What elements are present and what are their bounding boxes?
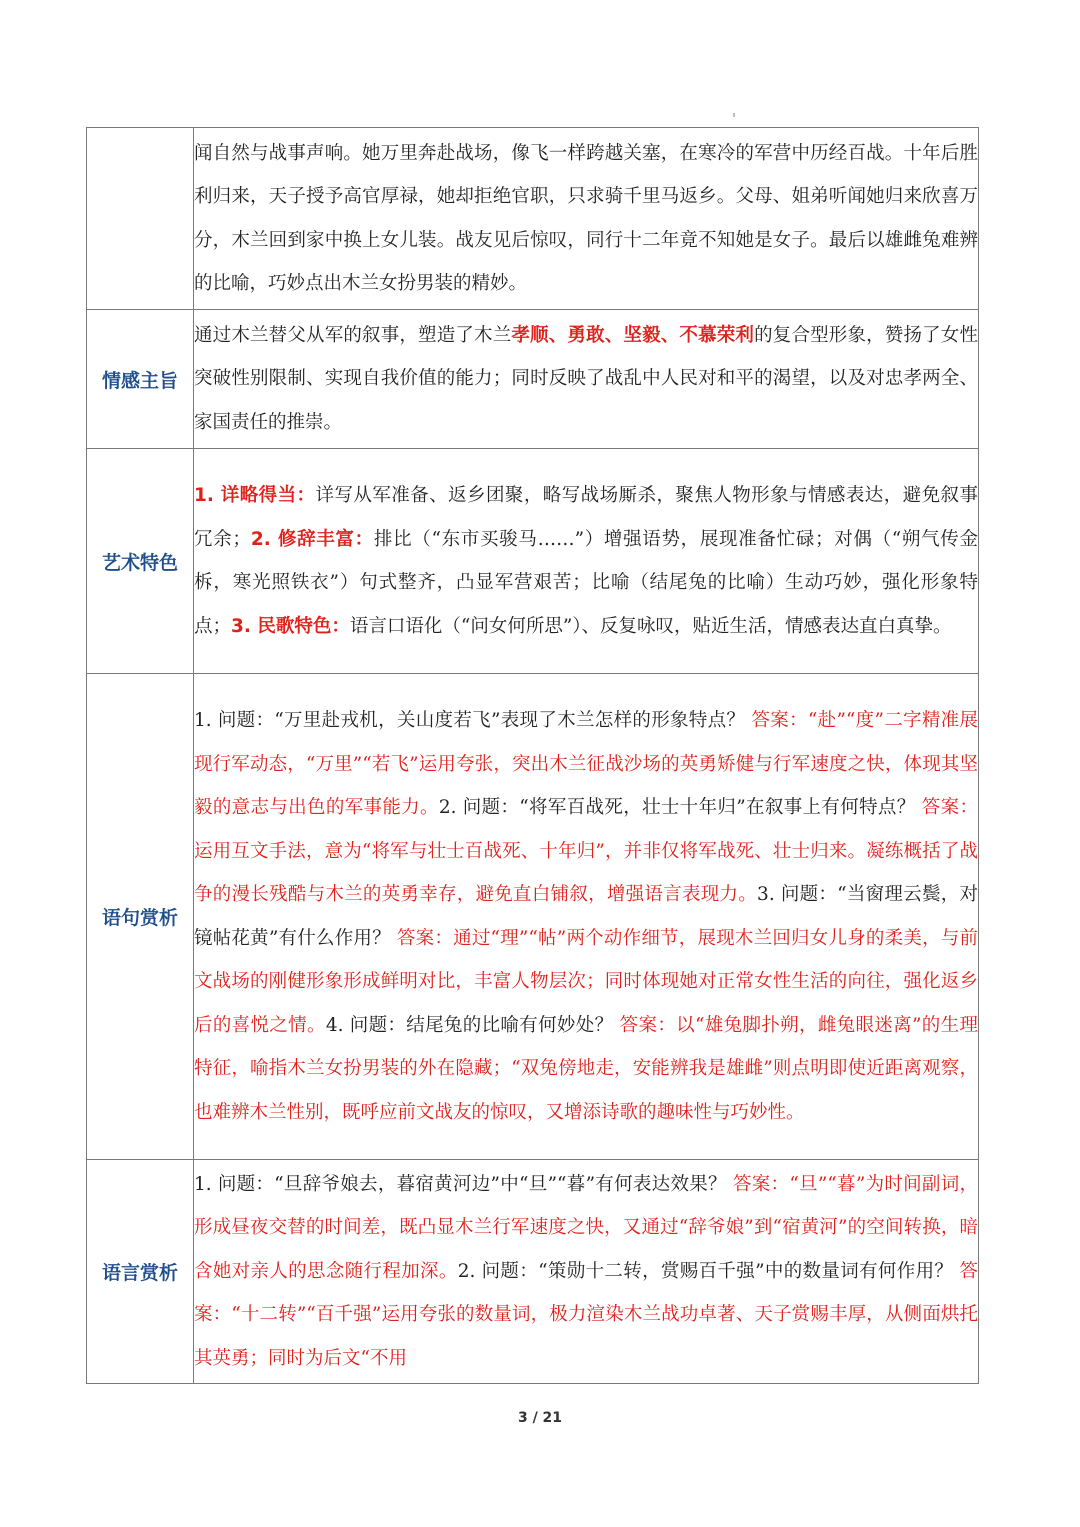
table-row <box>87 310 979 449</box>
row-label-art-features: 艺术特色 <box>87 449 194 674</box>
feature-text-2: 排比（“东市买骏马……”）增强语势，展现准备忙碌；对偶（“朔气传金柝，寒光照铁衣”）句式整齐，凸显军营艰苦；比喻（结尾兔的比喻）生动巧妙，强化形象特点； <box>194 528 978 637</box>
row-content <box>194 310 979 449</box>
row-label <box>87 128 194 310</box>
table-row <box>87 128 979 310</box>
page-mark <box>733 113 735 117</box>
table-row <box>87 1160 979 1384</box>
row-content <box>194 128 979 310</box>
answer-4: 答案：以“雄兔脚扑朔，雌兔眼迷离”的生理特征，喻指木兰女扮男装的外在隐藏；“双兔傍地走，安能辨我是雄雌”则点明即使近距离观察，也难辨木兰性别，既呼应前文战友的惊叹，又增添诗歌的趣味性与巧妙性。 <box>194 1014 978 1123</box>
row-content <box>194 674 979 1160</box>
row-label-emotion-theme: 情感主旨 <box>87 310 194 449</box>
feature-heading-1: 1. 详略得当： <box>194 485 316 506</box>
feature-text-1: 详写从军准备、返乡团聚，略写战场厮杀，聚焦人物形象与情感表达，避免叙事冗余； <box>194 485 978 550</box>
answer-2: 答案：“十二转”“百千强”运用夸张的数量词，极力渲染木兰战功卓著、天子赏赐丰厚，从侧面烘托其英勇；同时为后文“不用 <box>194 1260 978 1369</box>
theme-text-pre: 通过木兰替父从军的叙事，塑造了木兰 <box>194 324 512 346</box>
row-content <box>194 449 979 674</box>
feature-text-3: 语言口语化（“问女何所思”）、反复咏叹，贴近生活，情感表达直白真挚。 <box>349 615 952 637</box>
theme-highlight: 孝顺、勇敢、坚毅、不慕荣利 <box>511 324 755 346</box>
page-number: 3 / 21 <box>517 1410 563 1426</box>
question-2: 2. 问题：“策勋十二转，赏赐百千强”中的数量词有何作用？ <box>457 1260 960 1282</box>
answer-3: 答案：通过“理”“帖”两个动作细节，展现木兰回归女儿身的柔美，与前文战场的刚健形象形成鲜明对比，丰富人物层次；同时体现她对正常女性生活的向往，强化返乡后的喜悦之情。 <box>194 927 979 1036</box>
answer-1: 答案：“旦”“暮”为时间副词，形成昼夜交替的时间差，既凸显木兰行军速度之快，又通过“辞爷娘”到“宿黄河”的空间转换，暗含她对亲人的思念随行程加深。 <box>194 1173 978 1282</box>
question-2: 2. 问题：“将军百战死，壮士十年归”在叙事上有何特点？ <box>438 797 922 818</box>
analysis-table <box>86 127 979 1384</box>
question-1: 1. 问题：“万里赴戎机，关山度若飞”表现了木兰怎样的形象特点？ <box>194 710 752 731</box>
theme-text-post: 的复合型形象，赞扬了女性突破性别限制、实现自我价值的能力；同时反映了战乱中人民对和平的渴望，以及对忠孝两全、家国责任的推崇。 <box>194 324 978 433</box>
question-3: 3. 问题：“当窗理云鬓，对镜帖花黄”有什么作用？ <box>194 884 978 949</box>
feature-heading-2: 2. 修辞丰富： <box>250 528 374 550</box>
answer-1: 答案：“赴”“度”二字精准展现行军动态，“万里”“若飞”运用夸张，突出木兰征战沙场的英勇矫健与行军速度之快，体现其坚毅的意志与出色的军事能力。 <box>194 710 978 818</box>
question-1: 1. 问题：“旦辞爷娘去，暮宿黄河边”中“旦”“暮”有何表达效果？ <box>194 1173 733 1195</box>
summary-text: 闻自然与战事声响。她万里奔赴战场，像飞一样跨越关塞，在寒冷的军营中历经百战。十年后胜利归来，天子授予高官厚禄，她却拒绝官职，只求骑千里马返乡。父母、姐弟听闻她归来欣喜万分，木兰回到家中换上女儿装。战友见后惊叹，同行十二年竟不知她是女子。最后以雄雌兔难辨的比喻，巧妙点出木兰女扮男装的精妙。 <box>194 142 978 294</box>
feature-heading-3: 3. 民歌特色： <box>231 615 350 637</box>
question-4: 4. 问题：结尾兔的比喻有何妙处？ <box>325 1014 620 1036</box>
table-row <box>87 674 979 1160</box>
row-label-language-analysis: 语言赏析 <box>87 1160 194 1384</box>
answer-2: 答案：运用互文手法，意为“将军与壮士百战死、十年归”，并非仅将军战死、壮士归来。凝练概括了战争的漫长残酷与木兰的英勇幸存，避免直白铺叙，增强语言表现力。 <box>194 797 978 905</box>
row-label-sentence-analysis: 语句赏析 <box>87 674 194 1160</box>
table-row <box>87 449 979 674</box>
row-content <box>194 1160 979 1384</box>
